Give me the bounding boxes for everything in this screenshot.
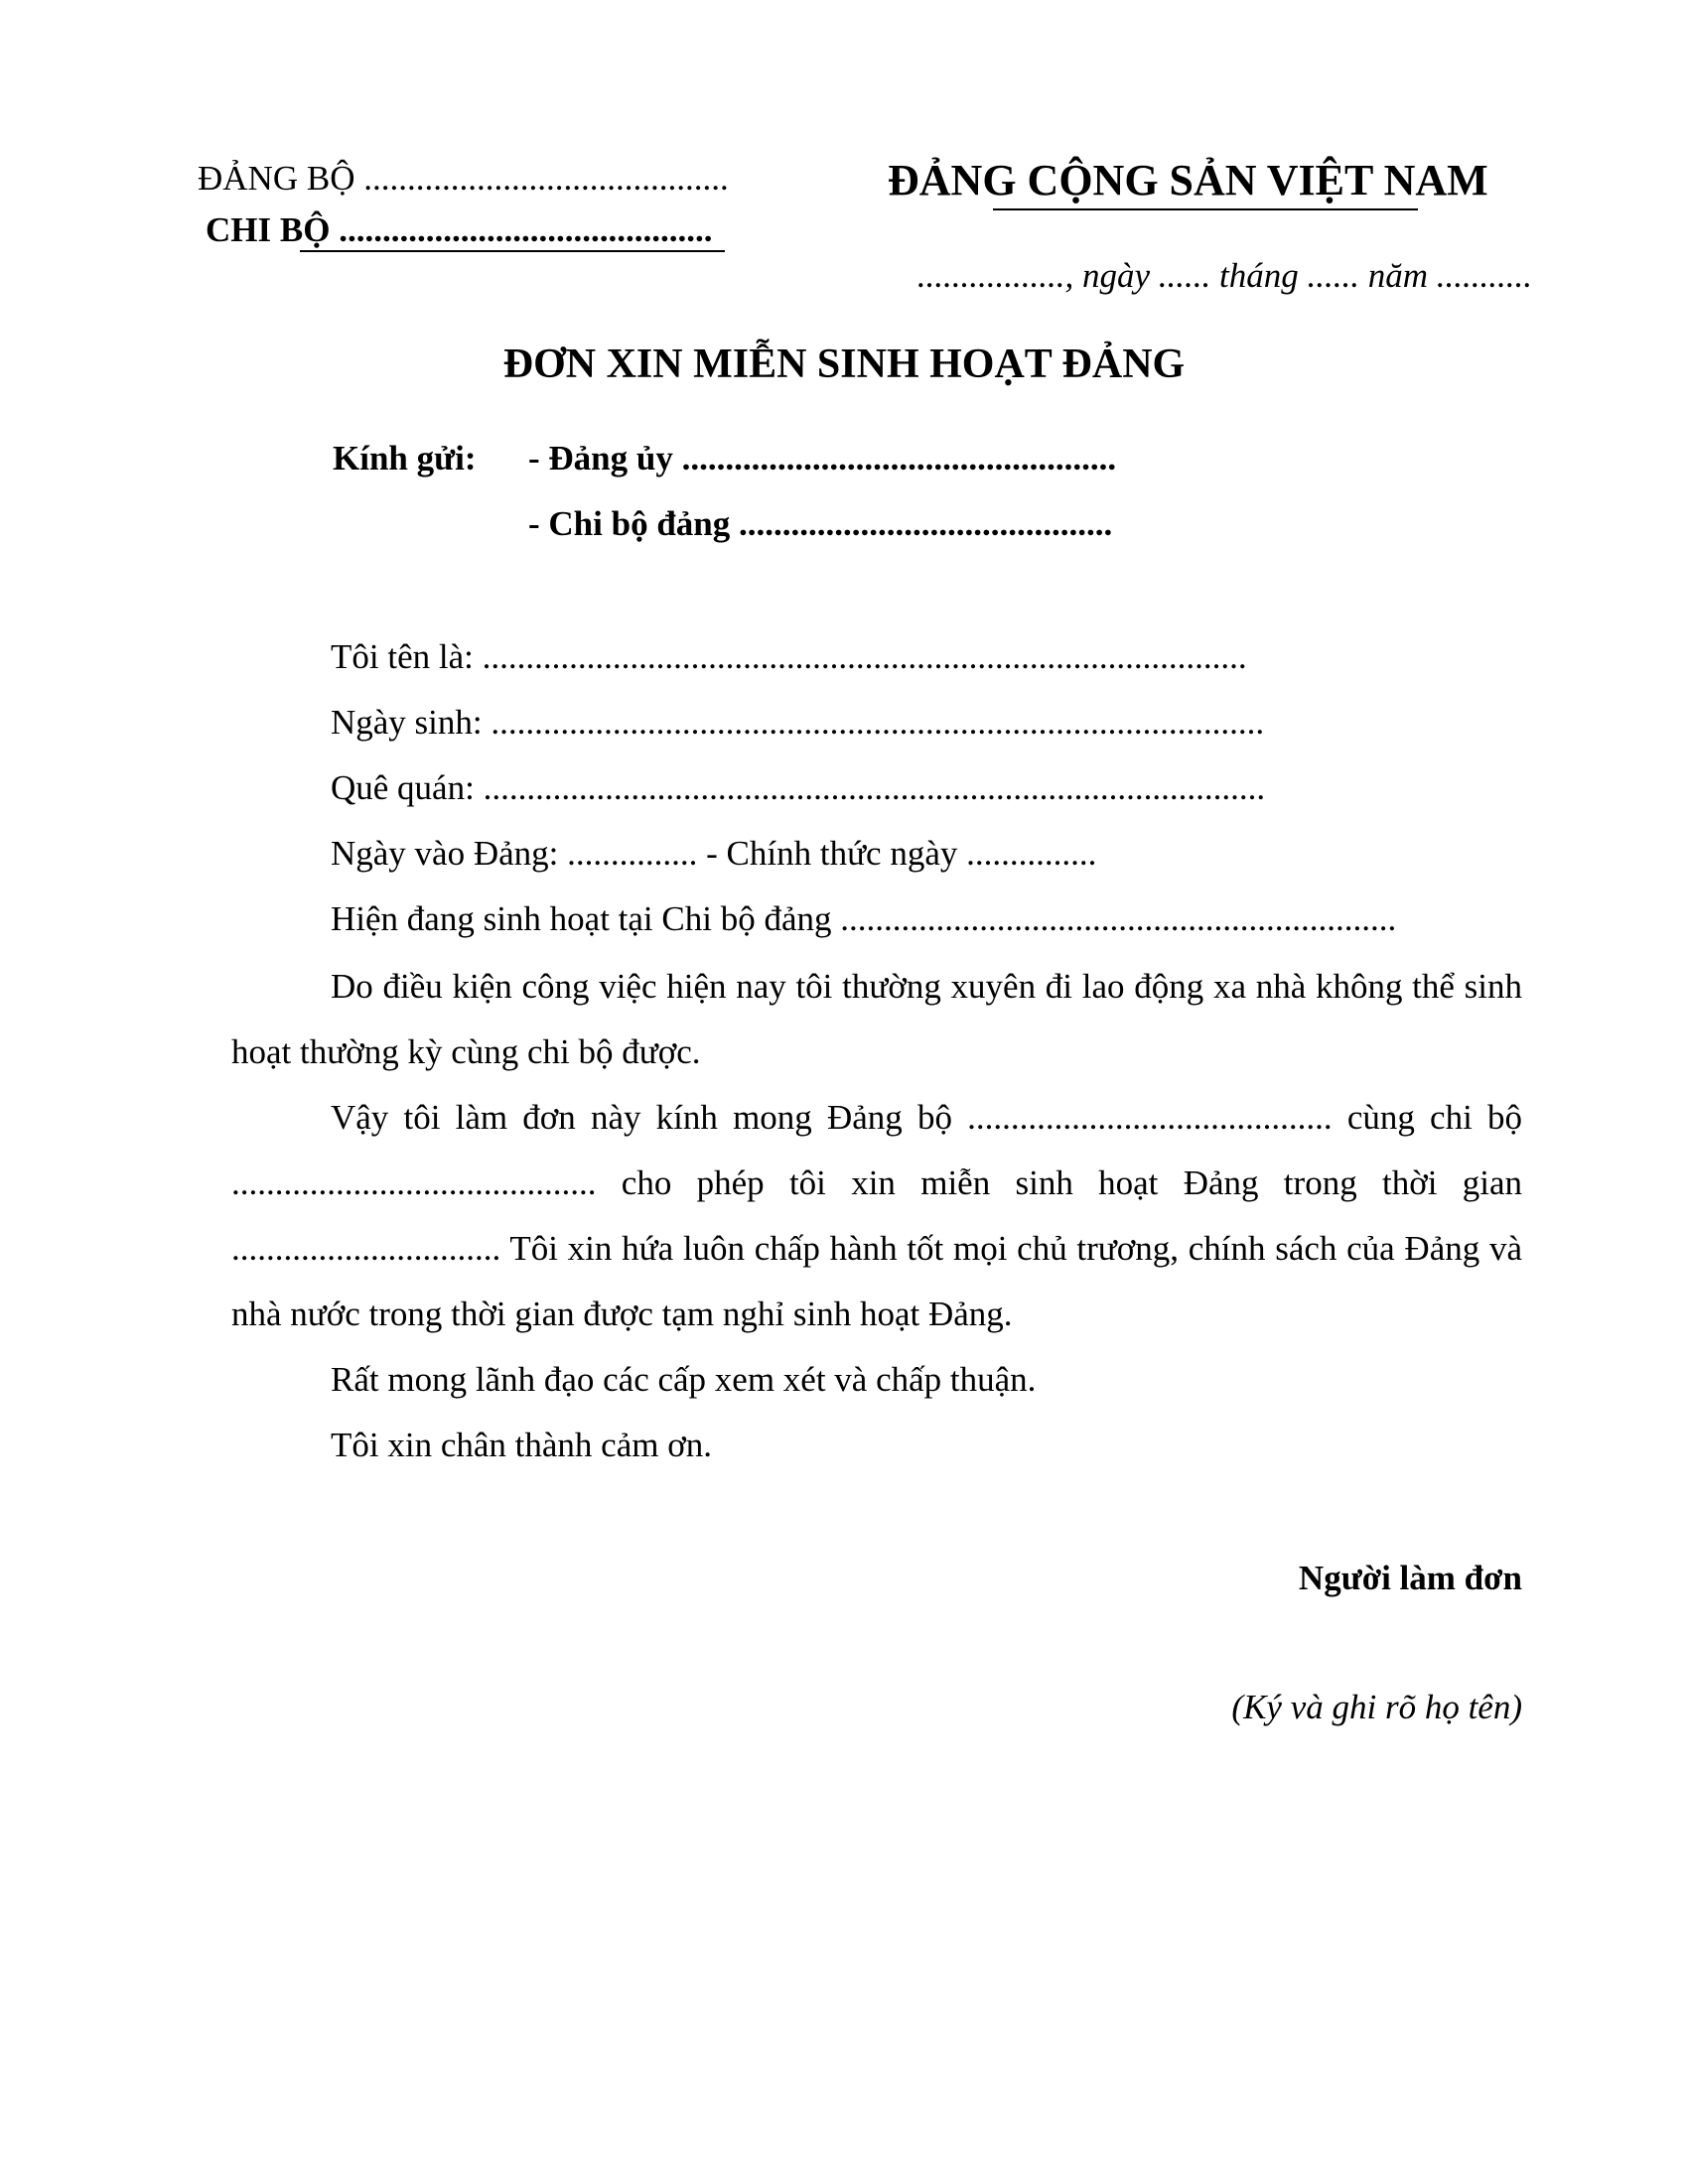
recipient-party-cell: - Chi bộ đảng ........................................... [528,504,1113,543]
field-hometown: Quê quán: .......................................................................................... [331,768,1266,807]
field-name: Tôi tên là: ........................................................................................ [331,637,1247,676]
closing-thanks: Tôi xin chân thành cảm ơn. [331,1426,712,1464]
request-paragraph [231,1085,1522,1347]
request-text: Vậy tôi làm đơn này kính mong Đảng bộ .......................................... cùng chi bộ .......................................... cho phép tôi xin miễn sinh hoạt Đảng trong thời gian ............................... Tôi xin hứa luôn chấp hành tốt mọi chủ trương, chính sách của Đảng và nhà nước trong thời gian được tạm nghỉ sinh hoạt Đảng. [231,1098,1522,1333]
party-cell-underline [300,250,725,252]
recipient-party-committee: - Đảng ủy .................................................. [528,439,1117,478]
closing-request: Rất mong lãnh đạo các cấp xem xét và chấp thuận. [331,1360,1037,1399]
party-committee-line: ĐẢNG BỘ .......................................... [198,159,729,198]
country-party-heading: ĐẢNG CỘNG SẢN VIỆT NAM [888,156,1488,205]
date-line: ................., ngày ...... tháng ...... năm ........... [916,256,1532,295]
signature-title: Người làm đơn [1298,1559,1522,1597]
reason-paragraph [231,954,1522,1085]
party-cell-line: CHI BỘ ........................................... [206,210,713,249]
document-title: ĐƠN XIN MIỄN SINH HOẠT ĐẢNG [502,341,1186,387]
recipients-label: Kính gửi: [333,439,477,478]
country-party-underline [993,208,1418,210]
reason-text: Do điều kiện công việc hiện nay tôi thường xuyên đi lao động xa nhà không thể sinh hoạt thường kỳ cùng chi bộ được. [231,967,1522,1071]
field-current-cell: Hiện đang sinh hoạt tại Chi bộ đảng ................................................................ [331,899,1397,938]
signature-note: (Ký và ghi rõ họ tên) [1231,1688,1522,1726]
field-admission-date: Ngày vào Đảng: ............... - Chính thức ngày ............... [331,834,1097,873]
field-birth-date: Ngày sinh: ......................................................................................... [331,703,1265,742]
